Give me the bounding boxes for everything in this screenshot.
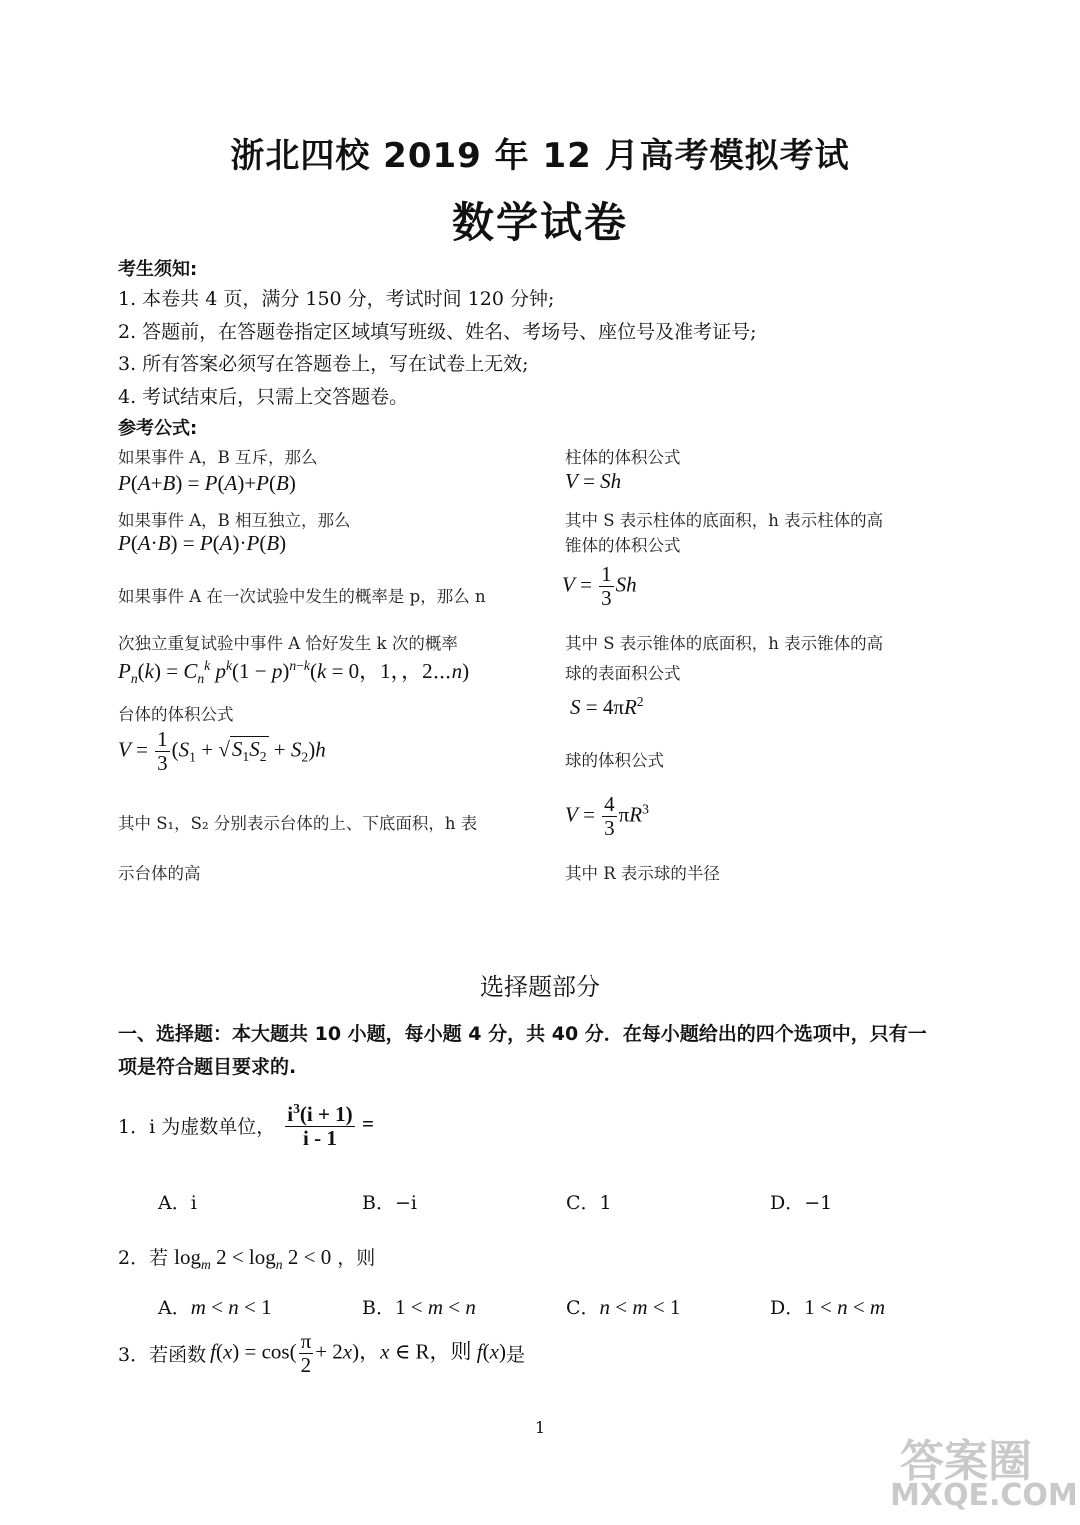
question-3-suffix: 是 [505,1344,525,1367]
cone-note: 其中 S 表示锥体的底面积，h 表示锥体的高 [565,634,884,653]
notice-item-3: 3. 所有答案必须写在答题卷上，写在试卷上无效; [118,353,529,375]
bernoulli-text-2: 次独立重复试验中事件 A 恰好发生 k 次的概率 [118,634,458,653]
question-1-prefix: 1．i 为虚数单位， [118,1116,276,1139]
sphere-vol-formula: V = $\frac{4}{3}$ $\pi R^3$ [565,792,649,841]
question-2 [118,1243,375,1273]
sphere-vol-text: 球的体积公式 [565,751,664,770]
prism-formula: V = Sh [565,469,622,493]
mutex-text: 如果事件 A，B 互斥，那么 [118,448,318,467]
bernoulli-formula: $P_n(k) = C_n^k$ $p^k(1 - p)^{n-k}(k = 0$，1，，2⋯n) [118,658,470,687]
exam-title: 浙北四校 2019 年 12 月高考模拟考试 [230,136,850,176]
section-instruction-1: 一、选择题：本大题共 10 小题，每小题 4 分，共 40 分．在每小题给出的四个选项中，只有一 [118,1023,927,1045]
section-title: 选择题部分 [480,973,600,1001]
formulas-heading: 参考公式: [118,418,198,439]
question-2-prefix: 2．若 [118,1247,169,1269]
watermark-url: MXQE.COM [890,1478,1078,1513]
q2-option-a[interactable]: A．m < n < 1 [158,1295,272,1319]
q2-option-b[interactable]: B．1 < m < n [362,1295,476,1319]
prism-note: 其中 S 表示柱体的底面积，h 表示柱体的高 [565,511,884,530]
indep-formula: P(A·B) = P(A)·P(B) [118,531,287,555]
q2-option-d[interactable]: D．1 < n < m [770,1295,886,1319]
exam-subtitle: 数学试卷 [451,198,628,247]
section-instruction-2: 项是符合题目要求的. [118,1056,297,1078]
sphere-note: 其中 R 表示球的半径 [565,864,720,883]
indep-text: 如果事件 A，B 相互独立，那么 [118,511,351,530]
sphere-area-formula: $S = 4\pi R^2$ [570,694,644,719]
watermark-logo: 答案圈 [900,1436,1032,1487]
q1-option-d[interactable]: D．−1 [770,1192,833,1214]
cone-text: 锥体的体积公式 [565,536,681,555]
frustum-note-2: 示台体的高 [118,864,201,883]
q1-option-a[interactable]: A．i [158,1192,197,1214]
frustum-formula: V = $\frac{1}{3}$ $(S_1 + √S_1S_2 + S_2)h$ [118,727,326,776]
question-1-expression: $\frac{i^3(i + 1)}{i - 1}$ = [287,1101,374,1151]
notice-item-1: 1. 本卷共 4 页，满分 150 分，考试时间 120 分钟; [118,288,555,310]
question-2-expression: $\log_m 2 < \log_n 2 < 0$ [174,1245,332,1273]
sphere-area-text: 球的表面积公式 [565,664,681,683]
cone-formula: V = $\frac{1}{3}$ Sh [562,562,637,611]
q1-option-c[interactable]: C．1 [566,1192,612,1214]
mutex-formula: P(A+B) = P(A)+P(B) [118,471,296,495]
bernoulli-text-1: 如果事件 A 在一次试验中发生的概率是 p，那么 n [118,587,486,606]
notice-item-2: 2. 答题前，在答题卷指定区域填写班级、姓名、考场号、座位号及准考证号; [118,321,757,343]
notice-heading: 考生须知: [118,259,198,280]
question-1 [118,1101,374,1150]
frustum-note-1: 其中 S₁，S₂ 分别表示台体的上、下底面积，h 表 [118,814,478,833]
question-3-prefix: 3．若函数 [118,1344,207,1367]
notice-item-4: 4. 考试结束后，只需上交答题卷。 [118,386,409,408]
q1-option-b[interactable]: B．−i [362,1192,417,1214]
page-number: 1 [535,1418,546,1437]
question-3 [118,1330,525,1377]
q2-option-c[interactable]: C．n < m < 1 [566,1295,681,1319]
prism-text: 柱体的体积公式 [565,448,681,467]
question-2-suffix: ，则 [337,1247,376,1269]
question-3-expression: f(x) = cos( $\frac{\pi}{2}$ + 2x)，x ∈ R，则 f(x) [210,1329,506,1378]
frustum-text: 台体的体积公式 [118,705,234,724]
